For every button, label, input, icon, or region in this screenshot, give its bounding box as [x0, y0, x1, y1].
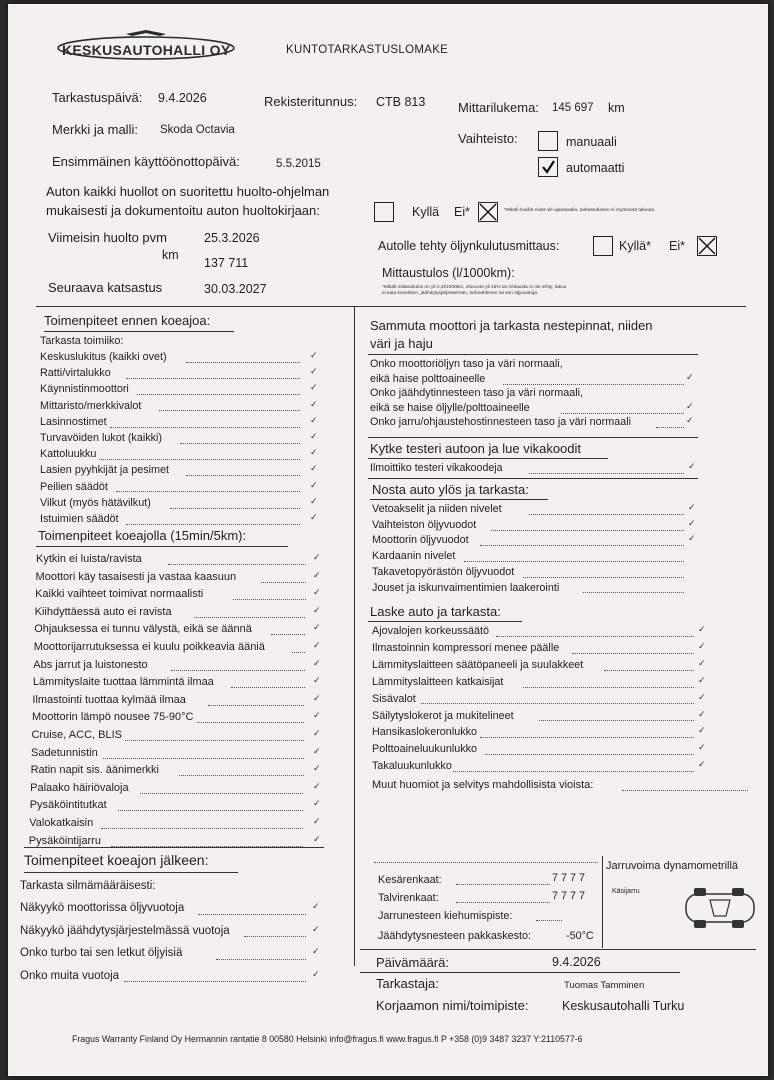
shop-value[interactable]: Keskusautohalli Turku [562, 999, 685, 1013]
checklist-dotted-line [103, 758, 304, 759]
fluids-title-line2: väri ja haju [370, 336, 433, 351]
check-mark-icon[interactable]: ✓ [688, 461, 696, 471]
checklist-item-label: Sadetunnistin [31, 746, 98, 759]
checklist-item-label: Ratti/virtalukko [40, 367, 111, 380]
check-mark-icon[interactable]: ✓ [313, 552, 321, 562]
check-mark-icon[interactable]: ✓ [313, 745, 321, 756]
check-mark-icon[interactable]: ✓ [313, 816, 321, 826]
handbrake-label: Käsijarru [612, 888, 640, 895]
check-mark-icon[interactable]: ✓ [312, 923, 320, 934]
checklist-item-label: Moottorijarrutuksessa ei kuulu poikkeavia ääniä [33, 641, 265, 653]
checklist-item-label: Vilkut (myös hätävilkut) [40, 496, 151, 509]
checklist-dotted-line [208, 705, 304, 706]
inspection-form-sheet [8, 4, 768, 1076]
last-service-km-value[interactable]: 137 711 [204, 256, 249, 270]
checklist-dotted-line [170, 508, 300, 509]
registration-label: Rekisteritunnus: [264, 94, 358, 109]
measure-note-line1: *Mikäli mittaustulos on yli 0,3l/1000km, ohivuoto yli 15% tai mittausta ei ole tehty, takuu [382, 285, 567, 290]
measure-note-line2: ei kata koneiston, jäähdytysjärjestelmän, turboahtimen tai sen öljyvuotoja [382, 291, 537, 296]
check-mark-icon[interactable]: ✓ [310, 463, 318, 474]
checklist-item-label: eikä haise polttoaineelle [370, 372, 486, 385]
checklist-item-label: Onko muita vuotoja [20, 969, 120, 982]
checklist-item-label: Lämmityslaitteen säätöpaneeli ja suulakkeet [372, 658, 584, 671]
checklist-item-label: Vaihteiston öljyvuodot [372, 518, 477, 531]
checklist-item-label: Pysäköintitutkat [29, 799, 107, 812]
after-drive-title: Toimenpiteet koeajon jälkeen: [24, 852, 209, 868]
winter-tires-value[interactable]: 7 7 7 7 [552, 890, 586, 902]
oil-measure-no-checkbox[interactable] [697, 236, 717, 256]
lift-divider [368, 478, 698, 479]
form-title: KUNTOTARKASTUSLOMAKE [286, 44, 449, 56]
notes-label: Muut huomiot ja selvitys mahdollisista vioista: [372, 779, 594, 791]
checklist-dotted-line [116, 491, 300, 492]
checklist-item-label: Säilytyslokerot ja mukitelineet [372, 709, 514, 722]
check-mark-icon[interactable]: ✓ [313, 675, 321, 686]
check-mark-icon[interactable]: ✓ [313, 798, 321, 809]
checklist-item-label: Näkyykö moottorissa öljyvuotoja [20, 902, 185, 914]
checklist-dotted-line [198, 914, 306, 915]
inspection-date-label: Tarkastuspäivä: [52, 90, 143, 105]
summer-tires-label: Kesärenkaat: [378, 874, 442, 886]
gearbox-manual-checkbox[interactable] [538, 131, 558, 151]
fluids-underline [368, 354, 698, 355]
lift-underline [370, 499, 548, 500]
checklist-item-label: Abs jarrut ja luistonesto [33, 658, 148, 671]
checklist-item-label: Ohjauksessa ei tunnu välystä, eikä se äännä [34, 623, 252, 636]
oil-measure-yes-label: Kyllä* [619, 239, 651, 253]
checklist-item-label: Ilmoittiko testeri vikakoodeja [370, 462, 503, 474]
service-question-line2: mukaisesti ja dokumentoitu auton huoltokirjaan: [46, 203, 320, 218]
checklist-item-label: Kiihdyttäessä auto ei ravista [34, 605, 172, 618]
check-mark-icon[interactable]: ✓ [698, 725, 706, 736]
tester-title: Kytke testeri autoon ja lue vikakoodit [370, 441, 582, 456]
checklist-item-label: Cruise, ACC, BLIS [31, 729, 122, 741]
checklist-dotted-line [529, 473, 684, 474]
check-mark-icon[interactable]: ✓ [686, 400, 694, 411]
check-mark-icon[interactable]: ✓ [310, 512, 318, 522]
checklist-item-label: Polttoaineluukunlukko [372, 743, 478, 756]
service-yes-label: Kyllä [412, 205, 440, 219]
last-service-km-label: km [162, 248, 179, 262]
checklist-dotted-line [216, 959, 307, 960]
car-top-view-icon [680, 884, 760, 934]
checklist-item-label: Moottori käy tasaisesti ja vastaa kaasuun [35, 570, 237, 583]
oil-measure-no-label: Ei* [669, 239, 685, 253]
check-mark-icon[interactable]: ✓ [698, 691, 706, 702]
check-mark-icon[interactable]: ✓ [310, 382, 318, 393]
check-mark-icon[interactable]: ✓ [310, 398, 318, 409]
checklist-dotted-line [171, 670, 305, 671]
dyno-box-left-border [602, 856, 603, 948]
checklist-dotted-line [421, 703, 694, 704]
checklist-item-label: Palaako häiriövaloja [30, 781, 129, 794]
winter-tires-dotted-line [456, 902, 550, 903]
checklist-item-label: Lämmityslaitteen katkaisijat [372, 675, 504, 688]
before-drive-title: Toimenpiteet ennen koeajoa: [44, 313, 211, 328]
gearbox-auto-label: automaatti [566, 161, 625, 175]
gearbox-label: Vaihteisto: [458, 131, 518, 146]
service-no-checkbox[interactable] [478, 202, 498, 222]
checklist-dotted-line [194, 617, 305, 618]
dyno-title: Jarruvoima dynamometrillä [606, 860, 739, 872]
check-mark-icon[interactable]: ✓ [313, 604, 321, 615]
checklist-item-label: Käynnistinmoottori [40, 383, 129, 396]
test-drive-underline [36, 546, 288, 547]
checklist-dotted-line [126, 524, 300, 525]
tester-divider [368, 437, 698, 438]
check-mark-icon[interactable]: ✓ [313, 833, 321, 844]
checklist-dotted-line [231, 687, 305, 688]
checklist-item-label: Ratin napit sis. äänimerkki [30, 764, 159, 777]
checklist-dotted-line [491, 530, 684, 531]
brakes-top-dotted-line [374, 862, 598, 863]
check-mark-icon [539, 158, 557, 176]
checklist-dotted-line [485, 754, 694, 755]
check-mark-icon[interactable]: ✓ [313, 728, 321, 738]
summer-tires-value[interactable]: 7 7 7 7 [552, 872, 586, 884]
column-divider [354, 306, 355, 966]
checklist-item-label: Ajovalojen korkeussäätö [372, 625, 490, 637]
checklist-item-label: Onko jarru/ohjaustehostinnesteen taso ja väri normaali [370, 416, 632, 428]
checklist-item-label: Lasien pyyhkijät ja pesimet [40, 464, 170, 477]
checklist-dotted-line [110, 427, 300, 428]
check-mark-icon[interactable]: ✓ [313, 780, 321, 791]
check-mark-icon[interactable]: ✓ [688, 517, 696, 528]
service-no-label: Ei* [454, 205, 470, 219]
check-mark-icon[interactable]: ✓ [313, 710, 321, 721]
cross-mark-icon [698, 237, 716, 255]
check-mark-icon[interactable]: ✓ [686, 415, 694, 425]
check-mark-icon[interactable]: ✓ [698, 624, 706, 634]
next-inspection-value[interactable]: 30.03.2027 [204, 282, 267, 296]
section-divider [36, 306, 746, 307]
cross-mark-icon [479, 203, 497, 221]
last-service-value[interactable]: 25.3.2026 [204, 231, 260, 245]
checklist-item-label: Onko moottoriöljyn taso ja väri normaali, [370, 358, 563, 370]
checklist-dotted-line [118, 810, 304, 811]
checklist-item-label: Hansikaslokeronlukko [372, 726, 478, 739]
checklist-item-label: Lasinnostimet [40, 415, 107, 428]
checklist-item-label: Kattoluukku [40, 448, 97, 461]
checklist-item-label: Sisävalot [372, 692, 416, 705]
checklist-dotted-line [124, 981, 307, 982]
checklist-item-label: Istuimien säädöt [40, 513, 119, 525]
checklist-dotted-line [159, 410, 300, 411]
check-mark-icon[interactable]: ✓ [698, 759, 706, 770]
checklist-dotted-line [656, 427, 684, 428]
checklist-item-label: Mittaristo/merkkivalot [40, 399, 142, 412]
check-mark-icon[interactable]: ✓ [313, 622, 321, 633]
after-drive-subtitle: Tarkasta silmämääräisesti: [20, 880, 156, 892]
tester-underline [368, 458, 608, 459]
registration-value[interactable]: CTB 813 [376, 95, 426, 109]
fluids-title-line1: Sammuta moottori ja tarkasta nestepinnat, niiden [370, 318, 653, 333]
check-mark-icon[interactable]: ✓ [686, 371, 694, 382]
checklist-dotted-line [244, 936, 306, 937]
make-model-value[interactable]: Skoda Octavia [160, 124, 235, 136]
summer-tires-dotted-line [456, 884, 550, 885]
check-mark-icon[interactable]: ✓ [313, 640, 321, 650]
brake-fluid-dotted-line[interactable] [536, 920, 562, 921]
check-mark-icon[interactable]: ✓ [698, 640, 706, 651]
checklist-item-label: Ilmastoinnin kompressori menee päälle [372, 641, 560, 654]
sign-date-value[interactable]: 9.4.2026 [552, 955, 601, 969]
checklist-item-label: eikä se haise öljylle/polttoaineelle [370, 401, 530, 414]
odometer-value[interactable]: 145 697 [552, 102, 594, 114]
checklist-item-label: Näkyykö jäähdytysjärjestelmässä vuotoja [20, 924, 230, 937]
check-mark-icon[interactable]: ✓ [698, 708, 706, 719]
checklist-item-label: Turvavöiden lukot (kaikki) [40, 432, 163, 444]
last-service-label: Viimeisin huolto pvm [48, 230, 167, 245]
checklist-dotted-line [137, 394, 300, 395]
brake-fluid-label: Jarrunesteen kiehumispiste: [378, 910, 513, 922]
check-mark-icon[interactable]: ✓ [313, 692, 321, 703]
logo-text: KESKUSAUTOHALLI OY [62, 42, 231, 58]
service-yes-checkbox[interactable] [374, 202, 394, 222]
odometer-label: Mittarilukema: [458, 100, 539, 115]
notes-dotted-line[interactable] [622, 790, 748, 791]
lift-title: Nosta auto ylös ja tarkasta: [372, 482, 529, 497]
checklist-item-label: Moottorin lämpö nousee 75-90°C [31, 711, 194, 724]
checklist-item-label: Takavetopyörästön öljyvuodot [372, 565, 515, 578]
measure-result-label: Mittaustulos (l/1000km): [382, 266, 515, 280]
lower-underline [368, 621, 522, 622]
checklist-dotted-line [572, 653, 694, 654]
checklist-item-label: Jouset ja iskunvaimentimien laakerointi [372, 581, 560, 594]
checklist-dotted-line [168, 564, 306, 565]
signature-divider [360, 949, 756, 950]
check-mark-icon[interactable]: ✓ [698, 742, 706, 753]
sign-date-label: Päivämäärä: [376, 955, 449, 970]
checklist-item-label: Valokatkaisin [29, 817, 94, 829]
checklist-dotted-line [101, 828, 303, 829]
checklist-dotted-line [503, 384, 685, 385]
first-registration-label: Ensimmäinen käyttöönottopäivä: [52, 154, 240, 169]
check-mark-icon[interactable]: ✓ [310, 447, 318, 458]
checklist-dotted-line [292, 652, 305, 653]
checklist-dotted-line [186, 362, 300, 363]
shop-label: Korjaamon nimi/toimipiste: [376, 998, 529, 1013]
checklist-dotted-line [496, 636, 694, 637]
gearbox-manual-label: manuaali [566, 135, 617, 149]
check-mark-icon[interactable]: ✓ [310, 495, 318, 506]
coolant-label: Jäähdytysnesteen pakkaskesto: [378, 930, 532, 942]
checklist-item-label: Pysäköintijarru [28, 834, 101, 847]
service-question-line1: Auton kaikki huollot on suoritettu huolto-ohjelman [46, 184, 330, 199]
make-model-label: Merkki ja malli: [52, 122, 138, 137]
checklist-dotted-line [523, 577, 684, 578]
check-mark-icon[interactable]: ✓ [310, 350, 318, 360]
first-registration-value[interactable]: 5.5.2015 [276, 158, 321, 170]
check-mark-icon[interactable]: ✓ [688, 533, 696, 544]
check-mark-icon[interactable]: ✓ [312, 946, 320, 956]
checklist-item-label: Ilmastointi tuottaa kylmää ilmaa [32, 693, 186, 706]
inspector-label: Tarkastaja: [376, 976, 439, 991]
checklist-item-label: Lämmityslaite tuottaa lämmintä ilmaa [32, 676, 214, 689]
winter-tires-label: Talvirenkaat: [378, 892, 439, 904]
inspection-date-value[interactable]: 9.4.2026 [158, 91, 207, 105]
checklist-dotted-line [271, 634, 306, 635]
checklist-dotted-line [179, 775, 304, 776]
check-mark-icon[interactable]: ✓ [310, 479, 318, 490]
check-mark-icon[interactable]: ✓ [312, 968, 320, 979]
checklist-item-label: Onko jäähdytinnesteen taso ja väri normaali, [370, 387, 584, 399]
before-drive-underline [44, 331, 234, 332]
service-warranty-note: *Mikäli huollot eivät ole ajantasalla, tarkastukseen ei myönnetä takuuta [504, 208, 655, 213]
checklist-dotted-line [480, 737, 694, 738]
checklist-dotted-line [453, 771, 694, 772]
checklist-dotted-line [186, 475, 300, 476]
checklist-dotted-line [604, 670, 694, 671]
checklist-dotted-line [261, 582, 306, 583]
coolant-value[interactable]: -50°C [566, 930, 594, 942]
checklist-dotted-line [180, 443, 300, 444]
inspector-value[interactable]: Tuomas Tamminen [564, 980, 645, 991]
checklist-dotted-line [140, 793, 303, 794]
sign-date-line [360, 972, 680, 973]
check-mark-icon[interactable]: ✓ [313, 569, 321, 580]
lower-title: Laske auto ja tarkasta: [370, 604, 501, 619]
checklist-dotted-line [464, 561, 684, 562]
check-mark-icon[interactable]: ✓ [688, 502, 696, 512]
checklist-dotted-line [529, 514, 684, 515]
checklist-dotted-line [233, 599, 306, 600]
before-drive-subtitle: Tarkasta toimiiko: [40, 335, 124, 347]
checklist-dotted-line [111, 846, 303, 847]
test-drive-title: Toimenpiteet koeajolla (15min/5km): [38, 528, 247, 543]
oil-measure-yes-checkbox[interactable] [593, 236, 613, 256]
checklist-item-label: Takaluukunlukko [372, 760, 452, 773]
check-mark-icon[interactable]: ✓ [698, 674, 706, 685]
checklist-dotted-line [125, 740, 304, 741]
checklist-dotted-line [99, 459, 300, 460]
check-mark-icon[interactable]: ✓ [312, 901, 320, 911]
checklist-item-label: Kardaanin nivelet [372, 550, 456, 563]
odometer-unit: km [608, 101, 625, 115]
checklist-dotted-line [126, 378, 300, 379]
checklist-dotted-line [480, 545, 684, 546]
checklist-item-label: Onko turbo tai sen letkut öljyisiä [20, 947, 183, 959]
check-mark-icon[interactable]: ✓ [313, 763, 321, 774]
checklist-dotted-line [561, 413, 684, 414]
checklist-dotted-line [539, 720, 694, 721]
checklist-item-label: Peilien säädöt [40, 480, 108, 493]
check-mark-icon[interactable]: ✓ [313, 657, 321, 668]
check-mark-icon[interactable]: ✓ [310, 414, 318, 425]
checklist-item-label: Moottorin öljyvuodot [372, 534, 469, 547]
footer-contact: Fragus Warranty Finland Oy Hermannin rantatie 8 00580 Helsinki info@fragus.fi www.fragus.fi P +358 (0)9 3487 3237 Y:2110577-6 [72, 1034, 583, 1044]
check-mark-icon[interactable]: ✓ [698, 657, 706, 668]
gearbox-auto-checkbox[interactable] [538, 157, 558, 177]
next-inspection-label: Seuraava katsastus [48, 280, 163, 295]
checklist-dotted-line [523, 687, 694, 688]
check-mark-icon[interactable]: ✓ [313, 587, 321, 598]
oil-measure-label: Autolle tehty öljynkulutusmittaus: [378, 239, 560, 253]
checklist-item-label: Kaikki vaihteet toimivat normaalisti [35, 588, 204, 601]
checklist-item-label: Vetoakselit ja niiden nivelet [372, 503, 502, 515]
check-mark-icon[interactable]: ✓ [310, 431, 318, 441]
company-logo [56, 28, 236, 60]
after-drive-underline [24, 872, 238, 873]
after-drive-divider [24, 847, 324, 848]
checklist-item-label: Keskuslukitus (kaikki ovet) [40, 351, 167, 363]
checklist-dotted-line [197, 722, 304, 723]
check-mark-icon[interactable]: ✓ [310, 366, 318, 377]
checklist-dotted-line [583, 592, 684, 593]
checklist-item-label: Kytkin ei luista/ravista [36, 553, 142, 565]
